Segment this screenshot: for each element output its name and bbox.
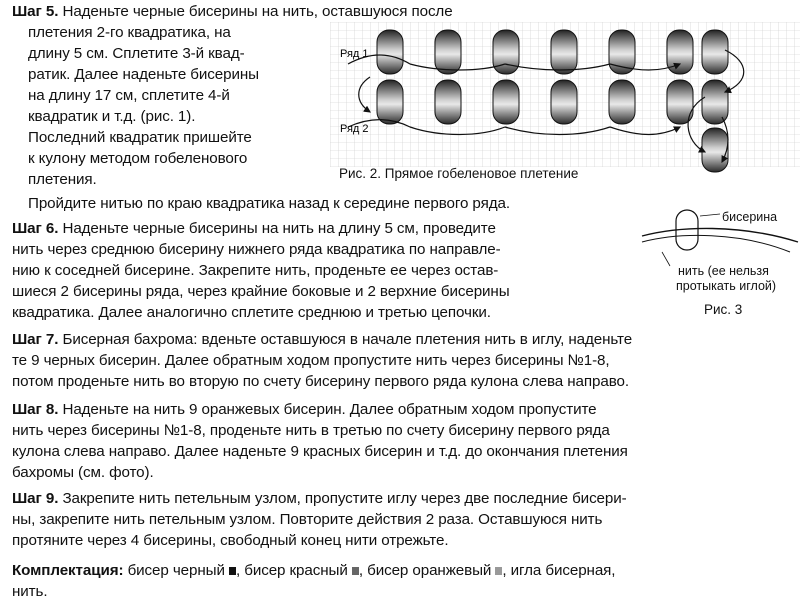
bead xyxy=(377,30,403,74)
step9-label: Шаг 9. xyxy=(12,490,59,507)
step8-label: Шаг 8. xyxy=(12,401,59,418)
step5-line-10: Пройдите нитью по краю квадратика назад к середине первого ряда. xyxy=(28,195,510,212)
bead xyxy=(551,30,577,74)
black-bead-swatch xyxy=(229,567,236,575)
step6-line-3: нию к соседней бисерине. Закрепите нить, проденьте ее через остав- xyxy=(12,262,499,279)
step8-line-4: бахромы (см. фото). xyxy=(12,464,154,481)
kit-line-2: нить. xyxy=(12,583,48,600)
bead xyxy=(493,30,519,74)
step7-line-2: те 9 черных бисерин. Далее обратным ходом пропустите нить через бисерины №1-8, xyxy=(12,352,610,369)
bead xyxy=(702,128,728,172)
step8-line-3: кулона слева направо. Далее наденьте 9 красных бисерин и т.д. до окончания плетения xyxy=(12,443,628,460)
kit-label: Комплектация: xyxy=(12,562,124,579)
step5-line-8: к кулону методом гобеленового xyxy=(28,150,248,167)
bead xyxy=(435,30,461,74)
bead xyxy=(702,30,728,74)
step5-line-7: Последний квадратик пришейте xyxy=(28,129,252,146)
step5-line-4: ратик. Далее наденьте бисерины xyxy=(28,66,259,83)
bead xyxy=(377,80,403,124)
step5-line-1: Шаг 5. Наденьте черные бисерины на нить, оставшуюся после xyxy=(12,3,453,20)
figure-3-thread-label-2: протыкать иглой) xyxy=(676,279,777,293)
step5-line-6: квадратик и т.д. (рис. 1). xyxy=(28,108,196,125)
step9-line-3: протяните через 4 бисерины, свободный конец нити отрежьте. xyxy=(12,532,449,549)
needle-line xyxy=(642,235,790,252)
step6-line-1: Шаг 6. Наденьте черные бисерины на нить на длину 5 см, проведите xyxy=(12,220,496,237)
step7-line-3: потом проденьте нить во вторую по счету бисерину первого ряда кулона слева направо. xyxy=(12,373,629,390)
row-1-label: Ряд 1 xyxy=(340,48,369,60)
step9-line-1: Шаг 9. Закрепите нить петельным узлом, пропустите иглу через две последние бисери- xyxy=(12,490,627,507)
step8-line-1: Шаг 8. Наденьте на нить 9 оранжевых бисерин. Далее обратным ходом пропустите xyxy=(12,401,597,418)
step6-line-2: нить через среднюю бисерину нижнего ряда квадратика по направле- xyxy=(12,241,501,258)
step9-line-2: ны, закрепите нить петельным узлом. Повторите действия 2 раза. Оставшуюся нить xyxy=(12,511,603,528)
figure-2-caption: Рис. 2. Прямое гобеленовое плетение xyxy=(339,166,579,181)
step5-line-3: длину 5 см. Сплетите 3-й квад- xyxy=(28,45,245,62)
step5-line-5: на длину 17 см, сплетите 4-й xyxy=(28,87,230,104)
step5-line-9: плетения. xyxy=(28,171,97,188)
bead xyxy=(493,80,519,124)
step6-label: Шаг 6. xyxy=(12,220,59,237)
figure-3-thread-label-1: нить (ее нельзя xyxy=(678,264,769,278)
step5-label: Шаг 5. xyxy=(12,3,59,20)
bead xyxy=(551,80,577,124)
bead xyxy=(609,80,635,124)
step7-label: Шаг 7. xyxy=(12,331,59,348)
thread-line xyxy=(642,228,798,242)
figure-3-caption: Рис. 3 xyxy=(704,302,743,317)
bead xyxy=(702,80,728,124)
row-2-label: Ряд 2 xyxy=(340,123,369,135)
red-bead-swatch xyxy=(352,567,359,575)
figure-3-bead-label: бисерина xyxy=(722,210,778,224)
step5-line-2: плетения 2-го квадратика, на xyxy=(28,24,231,41)
step6-line-4: шиеся 2 бисерины ряда, через крайние боковые и 2 верхние бисерины xyxy=(12,283,510,300)
step7-line-1: Шаг 7. Бисерная бахрома: вденьте оставшуюся в начале плетения нить в иглу, наденьте xyxy=(12,331,633,348)
step8-line-2: нить через бисерины №1-8, проденьте нить в третью по счету бисерину первого ряда xyxy=(12,422,610,439)
bead xyxy=(435,80,461,124)
kit-line-1: Комплектация: бисер черный , бисер красный , бисер оранжевый , игла бисерная, xyxy=(12,562,616,579)
step6-line-5: квадратика. Далее аналогично сплетите среднюю и третью цепочки. xyxy=(12,304,491,321)
